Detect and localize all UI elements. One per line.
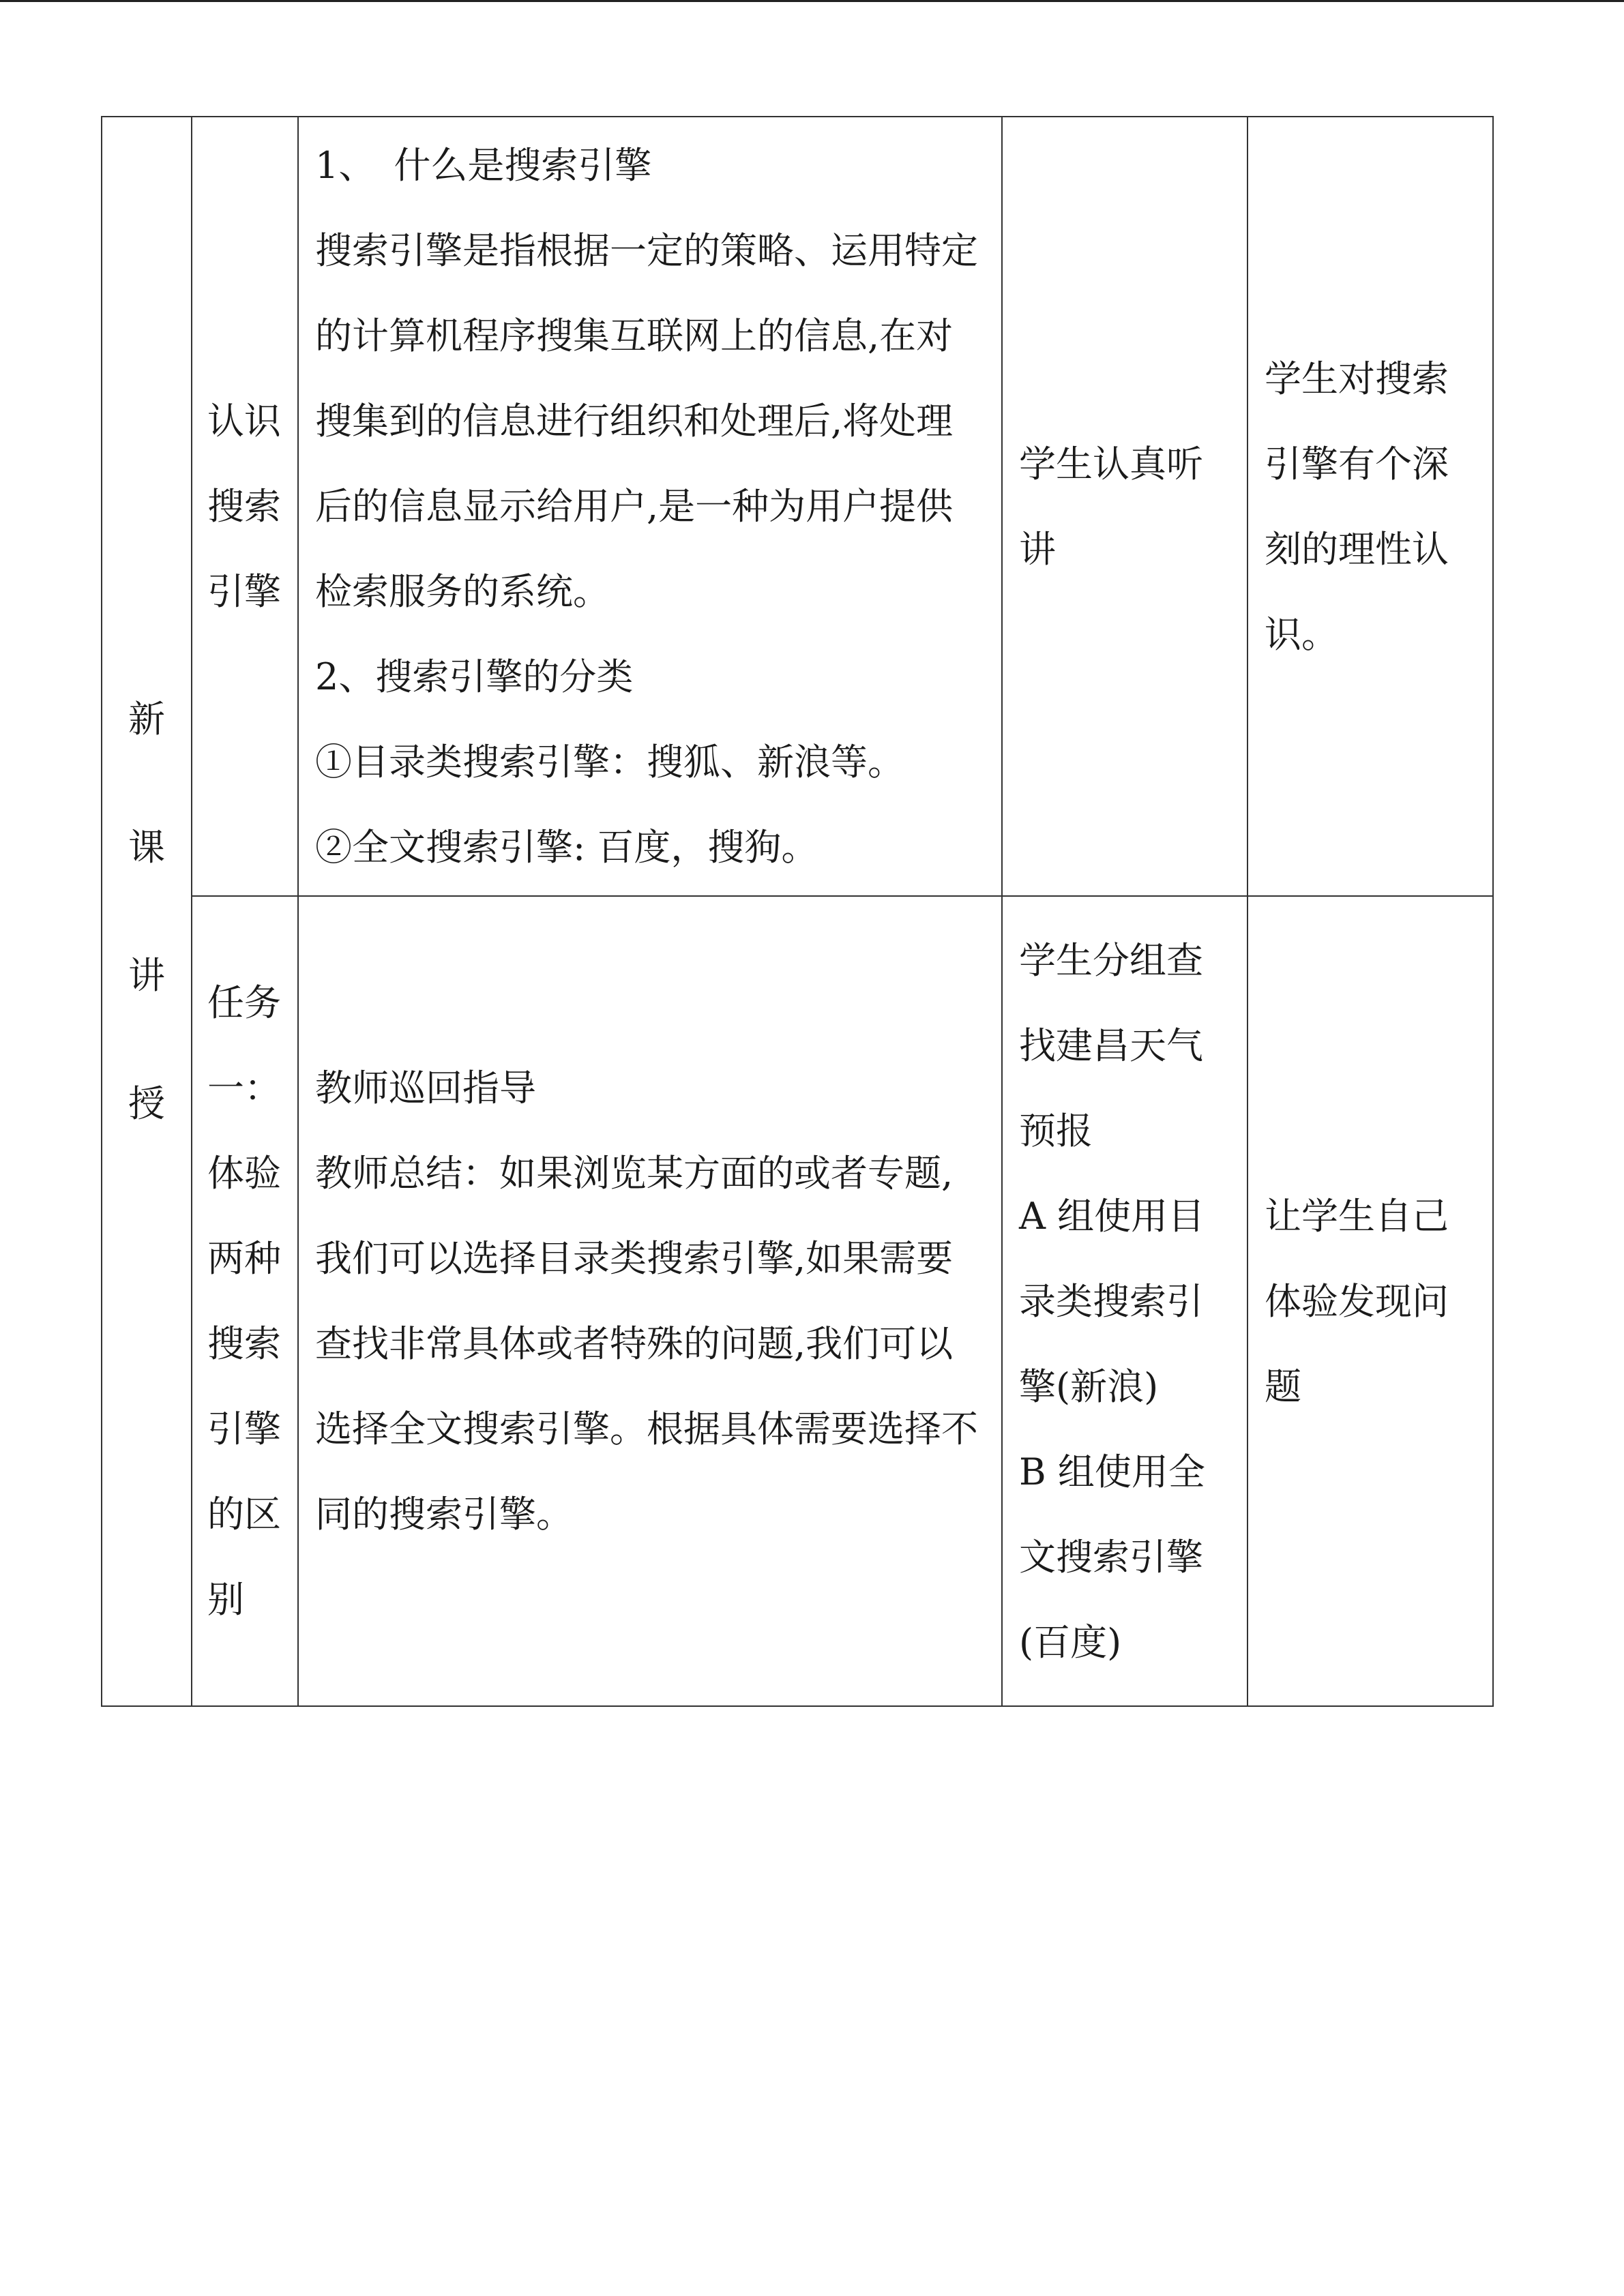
student-activity-text: 学生分组查找建昌天气预报 — [1019, 938, 1203, 1152]
table-row — [102, 896, 1493, 1706]
design-intent-cell — [1247, 117, 1493, 896]
design-intent-text: 让学生自己体验发现问题 — [1265, 1194, 1449, 1408]
topic-text: 任务一：体验两种搜索引擎的区别 — [207, 981, 281, 1621]
section-label-char: 讲 — [128, 953, 165, 997]
content-list-item: ①目录类搜索引擎：搜狐、新浪等。 — [315, 741, 904, 784]
design-intent-text: 学生对搜索引擎有个深刻的理性认识。 — [1265, 357, 1449, 656]
section-label-char: 新 — [128, 697, 165, 741]
table-row — [102, 117, 1493, 896]
topic-text: 认识搜索引擎 — [207, 400, 281, 613]
student-activity-cell — [1002, 896, 1247, 1706]
content-paragraph: 教师巡回指导 — [315, 1067, 536, 1109]
section-label-cell — [102, 117, 192, 1706]
content-cell — [298, 117, 1002, 896]
content-cell — [298, 896, 1002, 1706]
student-activity-cell — [1002, 117, 1247, 896]
section-label-char: 课 — [128, 825, 165, 869]
content-heading: 1、 什么是搜索引擎 — [315, 144, 652, 187]
design-intent-cell — [1247, 896, 1493, 1706]
student-activity-text: B 组使用全文搜索引擎(百度) — [1019, 1450, 1205, 1664]
topic-cell — [192, 896, 298, 1706]
content-paragraph: 搜索引擎是指根据一定的策略、运用特定的计算机程序搜集互联网上的信息,在对搜集到的信息进行组织和处理后,将处理后的信息显示给用户,是一种为用户提供检索服务的系统。 — [315, 229, 978, 613]
content-list-item: ②全文搜索引擎: 百度，搜狗。 — [315, 826, 818, 869]
content-heading: 2、搜索引擎的分类 — [315, 655, 634, 698]
student-activity-text: 学生认真听讲 — [1019, 442, 1203, 571]
topic-cell — [192, 117, 298, 896]
content-paragraph: 教师总结：如果浏览某方面的或者专题,我们可以选择目录类搜索引擎,如果需要查找非常具体或者特殊的问题,我们可以选择全文搜索引擎。根据具体需要选择不同的搜索引擎。 — [315, 1152, 978, 1536]
student-activity-text: A 组使用目录类搜索引擎(新浪) — [1019, 1194, 1205, 1408]
section-label — [102, 655, 191, 1168]
section-label-char: 授 — [128, 1082, 165, 1125]
lesson-plan-table — [101, 116, 1494, 1707]
page-top-border — [0, 0, 1624, 2]
